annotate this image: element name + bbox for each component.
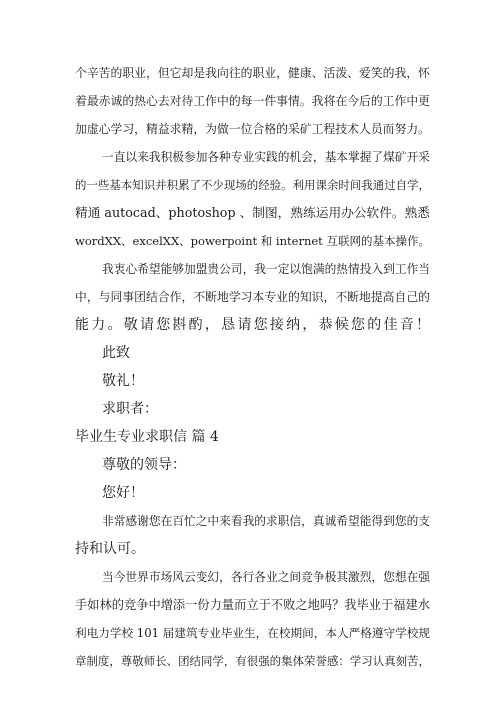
text-line [0, 118, 500, 140]
section-heading: 毕业生专业求职信 篇 4 [75, 429, 219, 445]
line-text: 能力。敬请您斟酌，恳请您接纳，恭候您的佳音！ [75, 317, 433, 333]
line-text: 章制度，尊敬师长、团结同学，有很强的集体荣誉感：学习认真刻苦， [75, 654, 431, 668]
line-text: 精通 autocad、photoshop 、制图，熟练运用办公软件。熟悉 [75, 205, 430, 220]
text-line [0, 594, 500, 616]
line-text: 的一些基本知识并积累了不少现场的经验。利用课余时间我通过自学， [75, 178, 431, 192]
line-text: 求职者： [102, 401, 158, 417]
line-text: 此致 [102, 345, 130, 361]
line-text: 敬礼！ [102, 373, 144, 389]
text-line [0, 202, 500, 224]
text-line [0, 90, 500, 112]
text-line [0, 174, 500, 196]
text-line [0, 398, 500, 420]
text-line [0, 62, 500, 84]
line-text: 个辛苦的职业，但它却是我向往的职业，健康、活泼、爱笑的我，怀 [75, 66, 430, 80]
text-line [0, 454, 500, 476]
line-text: 着最赤诚的热心去对待工作中的每一件事情。我将在今后的工作中更 [75, 94, 430, 108]
line-text: 持和认可。 [75, 541, 145, 557]
line-text: 非常感谢您在百忙之中来看我的求职信，真诚希望能得到您的支 [102, 514, 431, 528]
line-text: 一直以来我积极参加各种专业实践的机会，基本掌握了煤矿开采 [102, 150, 431, 164]
line-text: wordXX、excelXX、powerpoint 和 internet 互联网的基本操作。 [75, 234, 430, 248]
text-line [0, 538, 500, 560]
line-text: 当今世界市场风云变幻，各行各业之间竞争极其激烈，您想在强 [102, 570, 431, 584]
text-line [0, 566, 500, 588]
text-line [0, 650, 500, 672]
line-text: 您好！ [102, 485, 144, 501]
line-text: 中，与同事团结合作，不断地学习本专业的知识，不断地提高自己的 [75, 290, 430, 304]
text-line [0, 146, 500, 168]
text-line [0, 230, 500, 252]
text-line [0, 286, 500, 308]
text-line [0, 342, 500, 364]
text-line [0, 622, 500, 644]
text-line [0, 258, 500, 280]
line-text: 尊敬的领导： [102, 457, 186, 473]
text-line [0, 314, 500, 336]
line-text: 加虚心学习，精益求精，为做一位合格的采矿工程技术人员而努力。 [75, 122, 430, 136]
line-text: 利电力学校 101 届建筑专业毕业生，在校期间，本人严格遵守学校规 [75, 626, 431, 640]
text-line [0, 426, 500, 448]
text-line [0, 370, 500, 392]
text-line [0, 482, 500, 504]
line-text: 手如林的竞争中增添一份力量而立于不败之地吗？我毕业于福建水 [75, 598, 430, 612]
text-line [0, 510, 500, 532]
line-text: 我衷心希望能够加盟贵公司，我一定以饱满的热情投入到工作当 [102, 262, 431, 276]
